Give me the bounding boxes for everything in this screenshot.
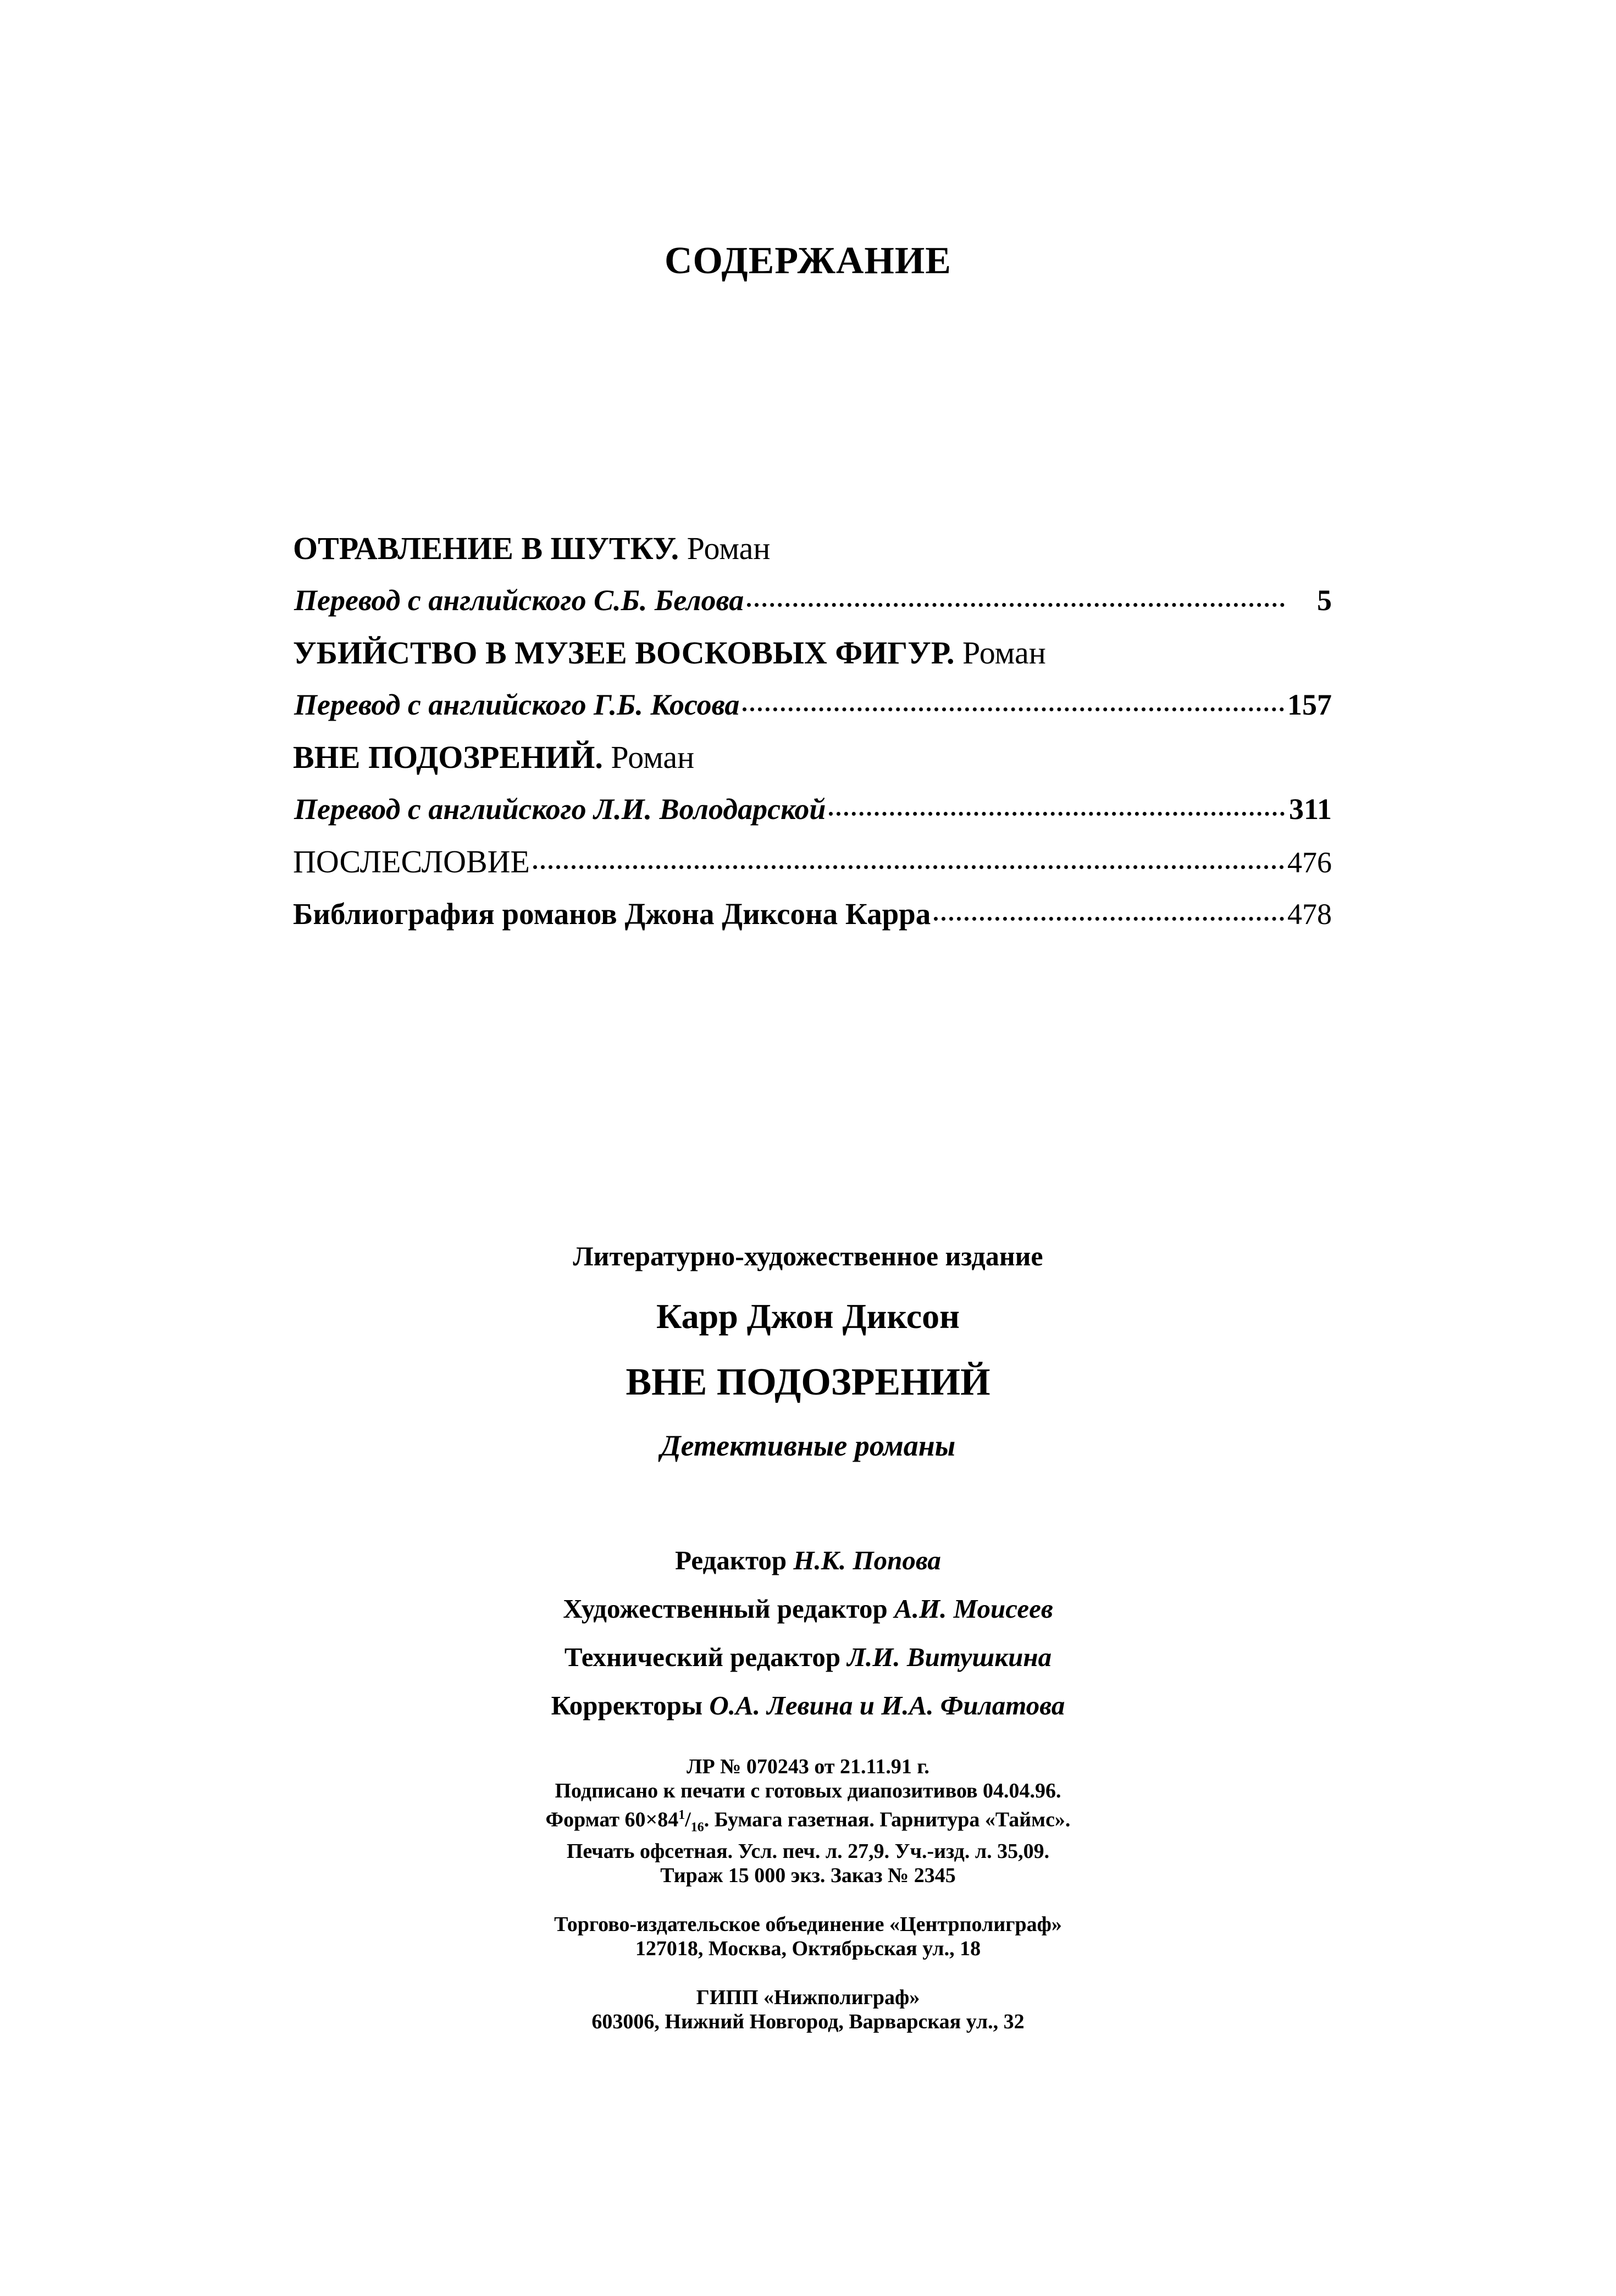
toc-bibliography-page: 478 [1287,898,1332,931]
format-numerator: 1 [678,1808,685,1822]
imprint-technical-data [0,1755,1616,2034]
credit-role: Редактор [675,1545,787,1575]
dot-leader [743,707,1284,711]
credit-name: Л.И. Витушкина [847,1642,1052,1672]
dot-leader [747,603,1285,607]
toc-entry-translator-line [293,679,1332,731]
publisher-address: 127018, Москва, Октябрьская ул., 18 [635,1937,981,1961]
toc-entry-page: 157 [1287,688,1332,721]
toc-entry-title: УБИЙСТВО В МУЗЕЕ ВОСКОВЫХ ФИГУР. [293,635,955,671]
toc-entry-heading [293,627,1332,679]
print-line: Печать офсетная. Усл. печ. л. 27,9. Уч.-изд. л. 35,09. [566,1840,1050,1863]
toc-entry-title: ОТРАВЛЕНИЕ В ШУТКУ. [293,530,679,566]
toc-entry-page: 5 [1317,584,1332,617]
toc-entry-translator-line [293,574,1332,627]
toc-afterword-label: ПОСЛЕСЛОВИЕ [293,844,530,879]
toc-bibliography [293,888,1332,940]
credit-role: Корректоры [551,1690,703,1720]
toc-entry-translator: Перевод с английского Л.И. Володарской [294,793,826,826]
printer-address: 603006, Нижний Новгород, Варварская ул., 32 [591,2010,1025,2034]
imprint-book-title: ВНЕ ПОДОЗРЕНИЙ [626,1361,990,1403]
toc-afterword-page: 476 [1287,846,1332,879]
toc-entry-translator-line [293,783,1332,836]
license-line: ЛР № 070243 от 21.11.91 г. [687,1755,929,1778]
credit-line [0,1585,1616,1633]
imprint [0,1229,1616,2059]
signed-line: Подписано к печати с готовых диапозитивов 04.04.96. [555,1779,1061,1802]
credit-name: А.И. Моисеев [894,1594,1053,1624]
toc-entry-kind: Роман [687,530,771,566]
table-of-contents [293,522,1332,940]
credit-name: Н.К. Попова [793,1545,941,1575]
format-line: Формат $60\times 84^1/_{16}$. Бумага газетная. Гарнитура «Таймс». [545,1808,1071,1835]
toc-entry-heading [293,522,1332,574]
imprint-credits [0,1536,1616,1730]
toc-entry-translator: Перевод с английского С.Б. Белова [294,584,744,617]
printer-name: ГИПП «Нижполиграф» [696,1986,920,2010]
printer-block [0,1985,1616,2034]
credit-name: О.А. Левина и И.А. Филатова [709,1690,1065,1720]
format-prefix: Формат 60×84 [545,1808,679,1832]
imprint-author: Карр Джон Диксон [656,1297,960,1336]
toc-bibliography-label: Библиография романов Джона Диксона Карра [293,897,931,931]
print-details [0,1755,1616,1888]
format-suffix: . Бумага газетная. Гарнитура «Таймс». [704,1808,1071,1832]
format-denominator: 16 [690,1820,704,1835]
run-line: Тираж 15 000 экз. Заказ № 2345 [660,1864,956,1888]
credit-line [0,1681,1616,1730]
dot-leader [533,865,1284,869]
credit-role: Технический редактор [564,1642,841,1672]
publisher-name: Торгово-издательское объединение «Центрполиграф» [554,1913,1062,1937]
page-title: СОДЕРЖАНИЕ [664,240,951,282]
credit-line [0,1633,1616,1681]
dot-leader [934,917,1284,921]
credit-line [0,1536,1616,1585]
toc-entry-page: 311 [1288,793,1332,826]
imprint-subtitle: Детективные романы [660,1429,956,1462]
toc-afterword [293,836,1332,888]
publisher-block [0,1912,1616,1961]
imprint-genre: Литературно-художественное издание [573,1241,1043,1271]
credit-role: Художественный редактор [563,1594,888,1624]
toc-entry-title: ВНЕ ПОДОЗРЕНИЙ. [293,739,603,775]
toc-entry-kind: Роман [611,739,695,775]
toc-entry-kind: Роман [962,635,1046,671]
toc-entry-heading [293,731,1332,783]
dot-leader [829,812,1285,816]
toc-entry-translator: Перевод с английского Г.Б. Косова [294,688,740,721]
